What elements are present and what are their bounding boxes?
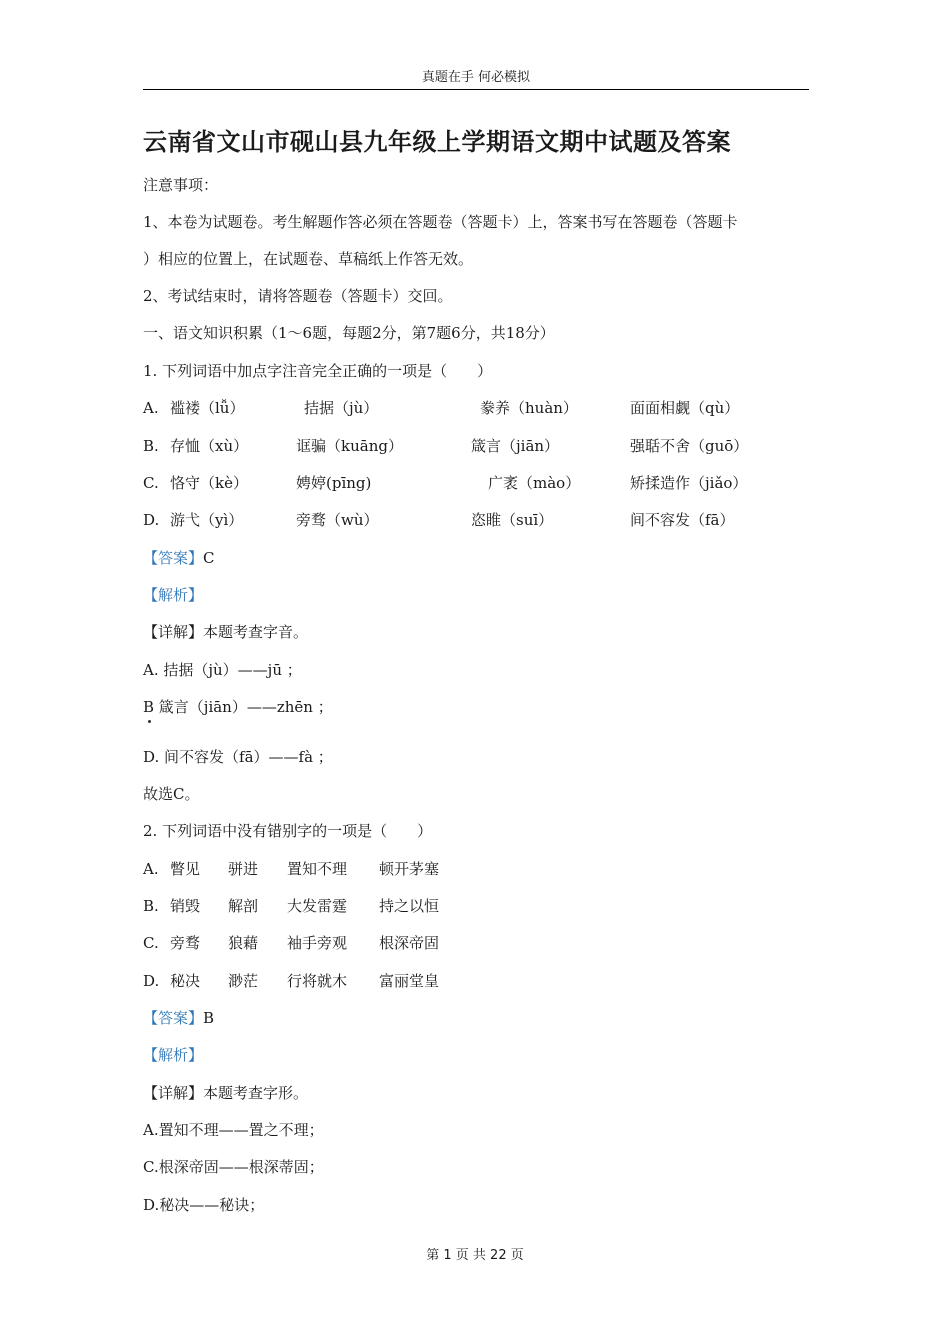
- option-item: 箴言（jiān）: [471, 437, 560, 455]
- option-item: 销毁: [170, 897, 201, 915]
- option-item: 拮据（jù）: [304, 399, 379, 417]
- option-label: A.: [143, 399, 159, 417]
- option-item: 袖手旁观: [287, 934, 348, 952]
- q2-explanation: C.根深帝固——根深蒂固；: [143, 1158, 324, 1176]
- option-item: 存恤（xù）: [170, 437, 249, 455]
- q1-explanation: A. 拮据（jù）——jū ；: [143, 661, 302, 679]
- detail-text: 本题考查字形。: [203, 1084, 309, 1102]
- q1-explanation: B 箴言（jiān）——zhēn ；: [143, 698, 333, 716]
- option-item: 大发雷霆: [287, 897, 348, 915]
- notice-item-2: 2、考试结束时，请将答题卷（答题卡）交回。: [143, 287, 453, 305]
- option-item: 旁骛: [170, 934, 201, 952]
- option-item: 间不容发（fā）: [630, 511, 735, 529]
- header-divider: [143, 89, 809, 90]
- q2-analysis-tag: 【解析】: [143, 1046, 204, 1064]
- option-item: 行将就木: [287, 972, 348, 990]
- option-item: 旁骛（wù）: [296, 511, 379, 529]
- notice-item-1-cont: ）相应的位置上，在试题卷、草稿纸上作答无效。: [143, 250, 474, 268]
- q2-detail: [143, 1083, 308, 1103]
- option-item: 面面相觑（qù）: [630, 399, 740, 417]
- q2-stem: 2. 下列词语中没有错别字的一项是（ ）: [143, 822, 433, 840]
- answer-value: C: [203, 549, 215, 567]
- q2-explanation: A.置知不理——置之不理；: [143, 1121, 324, 1139]
- option-label: A.: [143, 860, 159, 878]
- q1-answer: [143, 548, 215, 568]
- option-item: 强聒不舍（guō）: [630, 437, 749, 455]
- page-footer: 第 1 页 共 22 页: [426, 1248, 524, 1263]
- option-item: 恪守（kè）: [170, 474, 248, 492]
- q1-analysis-tag: 【解析】: [143, 586, 204, 604]
- q1-detail: [143, 622, 308, 642]
- option-item: 根深帝固: [379, 934, 440, 952]
- option-item: 游弋（yì）: [170, 511, 244, 529]
- option-item: 褴褛（lǚ）: [170, 399, 245, 417]
- option-label: B.: [143, 897, 159, 915]
- option-label: D.: [143, 972, 160, 990]
- detail-text: 本题考查字音。: [203, 623, 309, 641]
- option-item: 娉婷(pīng): [296, 474, 372, 492]
- option-item: 豢养（huàn）: [480, 399, 578, 417]
- page-header: 真题在手 何必模拟: [421, 70, 531, 85]
- option-item: 解剖: [228, 897, 259, 915]
- option-item: 秘决: [170, 972, 201, 990]
- answer-tag: 【答案】: [143, 1009, 204, 1027]
- option-item: 富丽堂皇: [379, 972, 440, 990]
- option-label: B.: [143, 437, 159, 455]
- stray-dot: [148, 720, 151, 723]
- option-label: C.: [143, 934, 159, 952]
- notice-heading: 注意事项：: [143, 176, 219, 194]
- document-title: 云南省文山市砚山县九年级上学期语文期中试题及答案: [143, 128, 731, 156]
- answer-value: B: [203, 1009, 215, 1027]
- answer-tag: 【答案】: [143, 549, 204, 567]
- option-item: 诓骗（kuāng）: [296, 437, 403, 455]
- option-item: 广袤（mào）: [488, 474, 581, 492]
- detail-tag: 【详解】: [143, 623, 204, 641]
- option-item: 矫揉造作（jiǎo）: [630, 474, 748, 492]
- q1-conclusion: 故选C。: [143, 785, 200, 803]
- option-item: 渺茫: [228, 972, 259, 990]
- q2-answer: [143, 1008, 214, 1028]
- q2-explanation: D.秘决——秘诀；: [143, 1196, 265, 1214]
- option-item: 恣睢（suī）: [471, 511, 554, 529]
- detail-tag: 【详解】: [143, 1084, 204, 1102]
- option-item: 置知不理: [287, 860, 348, 878]
- q1-stem: 1. 下列词语中加点字注音完全正确的一项是（ ）: [143, 362, 493, 380]
- option-item: 骈进: [228, 860, 259, 878]
- option-item: 持之以恒: [379, 897, 440, 915]
- option-label: D.: [143, 511, 160, 529]
- notice-item-1: 1、本卷为试题卷。考生解题作答必须在答题卷（答题卡）上，答案书写在答题卷（答题卡: [143, 213, 738, 231]
- option-item: 狼藉: [228, 934, 259, 952]
- option-label: C.: [143, 474, 159, 492]
- option-item: 顿开茅塞: [379, 860, 440, 878]
- option-item: 瞥见: [170, 860, 201, 878]
- q1-explanation: D. 间不容发（fā）——fà ；: [143, 748, 333, 766]
- section-title: 一、语文知识积累（1～6题，每题2分，第7题6分，共18分）: [143, 324, 555, 342]
